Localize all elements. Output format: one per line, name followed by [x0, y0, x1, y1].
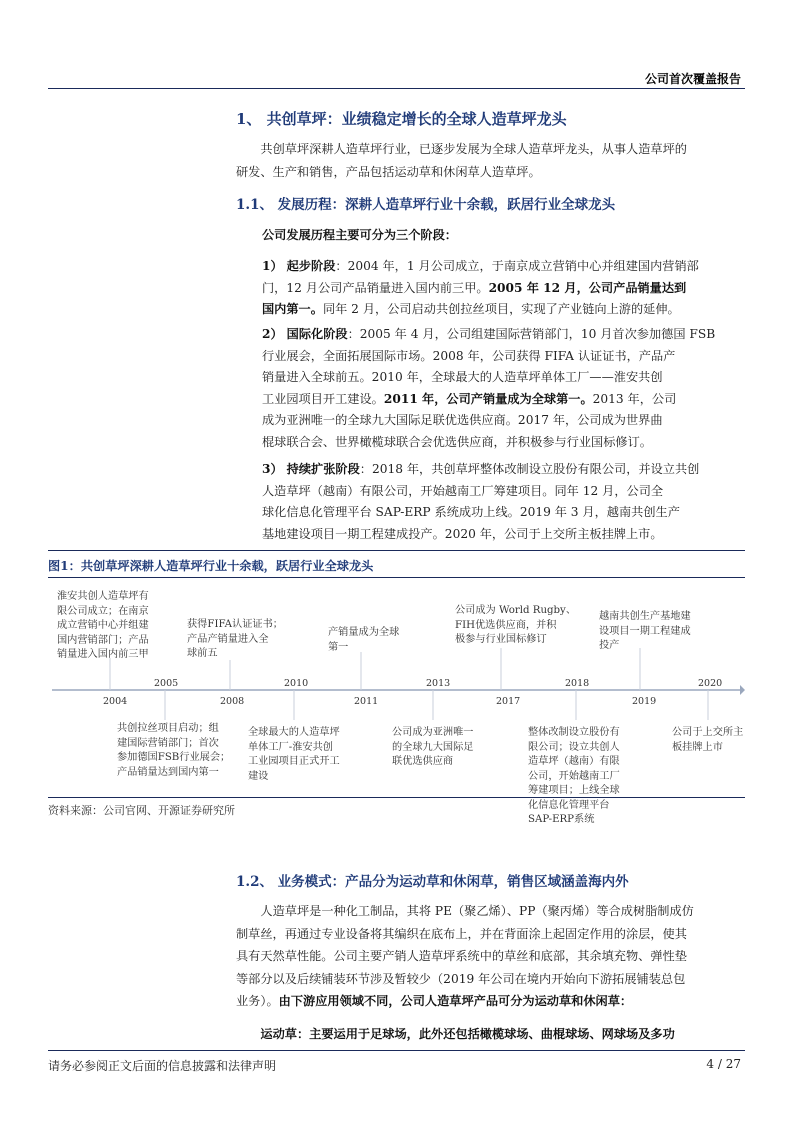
stage-2-name: 国际化阶段 — [286, 327, 348, 341]
stage-1-line-2a: 门，12 月公司产品销量进入国内前三甲。 — [262, 280, 489, 295]
stage-1-name: 起步阶段 — [286, 259, 336, 273]
section-1-2-heading: 1.2、 业务模式：产品分为运动草和休闲草，销售区域涵盖海内外 — [236, 874, 629, 890]
body-line-1: 人造草坪是一种化工制品，其将 PE（聚乙烯）、PP（聚丙烯）等合成树脂制成仿 — [260, 904, 694, 918]
section-1-heading: 1、 共创草坪：业绩稳定增长的全球人造草坪龙头 — [236, 110, 567, 128]
stage-2-line-3: 销量进入全球前五。2010 年，全球最大的人造草坪单体工厂——淮安共创 — [262, 370, 663, 384]
year-label: 2018 — [565, 678, 590, 689]
stage-2-line-1: 2005 年 4 月，公司组建国际营销部门，10 月首次参加德国 FSB — [359, 327, 716, 341]
header-rule — [48, 88, 745, 89]
body-line-5a: 业务）。 — [236, 994, 279, 1008]
timeline-event-2010: 全球最大的人造草坪 单体工厂-淮安共创 工业园项目正式开工 建设 — [248, 727, 340, 782]
year-label: 2019 — [632, 696, 657, 707]
stage-2-line-2: 行业展会，全面拓展国际市场。2008 年，公司获得 FIFA 认证证书，产品产 — [262, 348, 676, 363]
body-line-3: 具有天然草性能。公司主要产销人造草坪系统中的草丝和底部，其余填充物、弹性垫 — [236, 949, 687, 963]
body-line-2: 制草丝，再通过专业设备将其编织在底布上，并在背面涂上起固定作用的涂层，使其 — [236, 926, 687, 941]
timeline-event-2013: 公司成为亚洲唯一 的全球九大国际足 联优选供应商 — [392, 727, 474, 767]
stage-3-line-2: 人造草坪（越南）有限公司，开始越南工厂筹建项目。同年 12 月，公司全 — [262, 483, 664, 498]
stage-1-num: 1） — [262, 259, 283, 273]
stage-1-line-1: 2004 年，1 月公司成立，于南京成立营销中心并组建国内营销部 — [347, 259, 699, 273]
year-label: 2013 — [426, 678, 451, 689]
stage-2-line-4b: 2011 年，公司产销量成为全球第一。 — [383, 391, 593, 406]
section-1-1-heading: 1.1、 发展历程：深耕人造草坪行业十余载，跃居行业全球龙头 — [236, 197, 616, 213]
figure-bottom-rule — [48, 797, 745, 798]
year-label: 2008 — [220, 696, 245, 707]
intro-line-1: 共创草坪深耕人造草坪行业，已逐步发展为全球人造草坪龙头，从事人造草坪的 — [260, 142, 687, 156]
stage-3-line-3: 球化信息化管理平台 SAP-ERP 系统成功上线。2019 年 3 月，越南共创生产 — [262, 505, 680, 519]
body-line-6: 运动草：主要运用于足球场，此外还包括橄榄球场、曲棍球场、网球场及多功 — [260, 1026, 675, 1041]
timeline-event-2004: 淮安共创人造草坪有 限公司成立；在南京 成立营销中心并组建 国内营销部门；产品 销量进入国内前三甲 — [57, 591, 149, 660]
figure-source: 资料来源：公司官网、开源证券研究所 — [48, 804, 235, 817]
stage-1: 1） 起步阶段：2004 年，1 月公司成立，于南京成立营销中心并组建国内营销部 门，12 月公司产品销量进入国内前三甲。2005 年 12 月，公司产品销量达到 国内第一。同年 2 月，公司启动共创拉丝项目，实现了产业链向上游的延伸。 — [262, 259, 699, 316]
footer-rule — [48, 1050, 745, 1051]
stage-1-line-2b: 2005 年 12 月，公司产品销量达到 — [488, 280, 687, 295]
stage-3-line-1: 2018 年，共创草坪整体改制设立股份有限公司，并设立共创 — [371, 462, 700, 476]
page-number: 4 / 27 — [706, 1057, 741, 1071]
stage-1-line-3a: 国内第一。 — [262, 302, 323, 316]
stages-lead: 公司发展历程主要可分为三个阶段： — [262, 228, 457, 242]
timeline-event-2005: 共创拉丝项目启动；组 建国际营销部门；首次 参加德国FSB行业展会； 产品销量达到国内第一 — [117, 723, 231, 778]
section-1-2-body — [236, 900, 744, 1045]
stage-3-line-4: 基地建设项目一期工程建成投产。2020 年，公司于上交所主板挂牌上市。 — [262, 526, 663, 541]
timeline-event-2020: 公司于上交所主 板挂牌上市 — [672, 727, 744, 753]
year-label: 2017 — [496, 696, 521, 707]
stage-3-num: 3） — [262, 462, 283, 476]
stage-2-num: 2） — [262, 327, 283, 341]
stage-2-line-5: 成为亚洲唯一的全球九大国际足联优选供应商。2017 年，公司成为世界曲 — [262, 413, 663, 427]
timeline-arrow-icon — [740, 685, 745, 695]
footer-disclaimer: 请务必参阅正文后面的信息披露和法律声明 — [48, 1059, 277, 1073]
body-line-4: 等部分以及后续铺装环节涉及暂较少（2019 年公司在境内开始向下游拓展铺装总包 — [236, 971, 686, 986]
year-label: 2011 — [354, 696, 379, 707]
stage-3: 3） 持续扩张阶段：2018 年，共创草坪整体改制设立股份有限公司，并设立共创 人造草坪（越南）有限公司，开始越南工厂筹建项目。同年 12 月，公司全 球化信息化管理平台 SAP-ERP 系统成功上线。2019 年 3 月，越南共创生产 基地建设项目一期工程建成投产。2020 年，公司于上交所主板挂牌上市。 — [262, 459, 744, 545]
timeline-event-2017: 公司成为 World Rugby、 FIH优选供应商，并积 极参与行业国标修订 — [455, 605, 577, 645]
figure-1-title: 图1：共创草坪深耕人造草坪行业十余载，跃居行业全球龙头 — [48, 559, 374, 573]
year-label: 2005 — [154, 678, 179, 689]
figure-title-rule — [48, 577, 745, 578]
timeline-event-2011: 产销量成为全球 第一 — [328, 627, 400, 653]
intro-line-2: 研发、生产和销售，产品包括运动草和休闲草人造草坪。 — [236, 164, 541, 179]
section-1-intro — [236, 138, 744, 183]
stage-2-line-4c: 2013 年，公司 — [592, 391, 677, 406]
stage-3-name: 持续扩张阶段 — [286, 462, 360, 476]
body-line-5b: 由下游应用领域不同，公司人造草坪产品可分为运动草和休闲草： — [278, 994, 633, 1008]
timeline-event-2018: 整体改制设立股份有 限公司；设立共创人 造草坪（越南）有限 公司，开始越南工厂 筹建项目；上线全球 化信息化管理平台 SAP-ERP系统 — [528, 727, 620, 825]
year-label: 2004 — [103, 696, 128, 707]
stage-1-line-3b: 同年 2 月，公司启动共创拉丝项目，实现了产业链向上游的延伸。 — [322, 302, 680, 316]
timeline-event-2008: 获得FIFA认证证书； 产品产销量进入全 球前五 — [187, 619, 283, 659]
year-label: 2010 — [284, 678, 309, 689]
figure-top-rule — [48, 550, 745, 551]
stage-2-line-4a: 工业园项目开工建设。 — [262, 391, 384, 406]
report-type-label: 公司首次覆盖报告 — [644, 72, 741, 86]
timeline-event-2019: 越南共创生产基地建 设项目一期工程建成 投产 — [599, 611, 691, 651]
year-label: 2020 — [698, 678, 723, 689]
stage-2-line-6: 棍球联合会、世界橄榄球联合会优选供应商，并积极参与行业国标修订。 — [262, 434, 652, 449]
stage-2: 2） 国际化阶段：2005 年 4 月，公司组建国际营销部门，10 月首次参加德国 FSB 行业展会，全面拓展国际市场。2008 年，公司获得 FIFA 认证证书，产品产 销量进入全球前五。2010 年，全球最大的人造草坪单体工厂——淮安共创 工业园项目开工建设。2011 年，公司产销量成为全球第一。2013 年，公司 成为亚洲唯一的全球九大国际足联优选供应商。2017 年，公司成为世界曲 棍球联合会、世界橄榄球联合会优选供应商，并积极参与行业国标修订。 — [262, 324, 744, 453]
